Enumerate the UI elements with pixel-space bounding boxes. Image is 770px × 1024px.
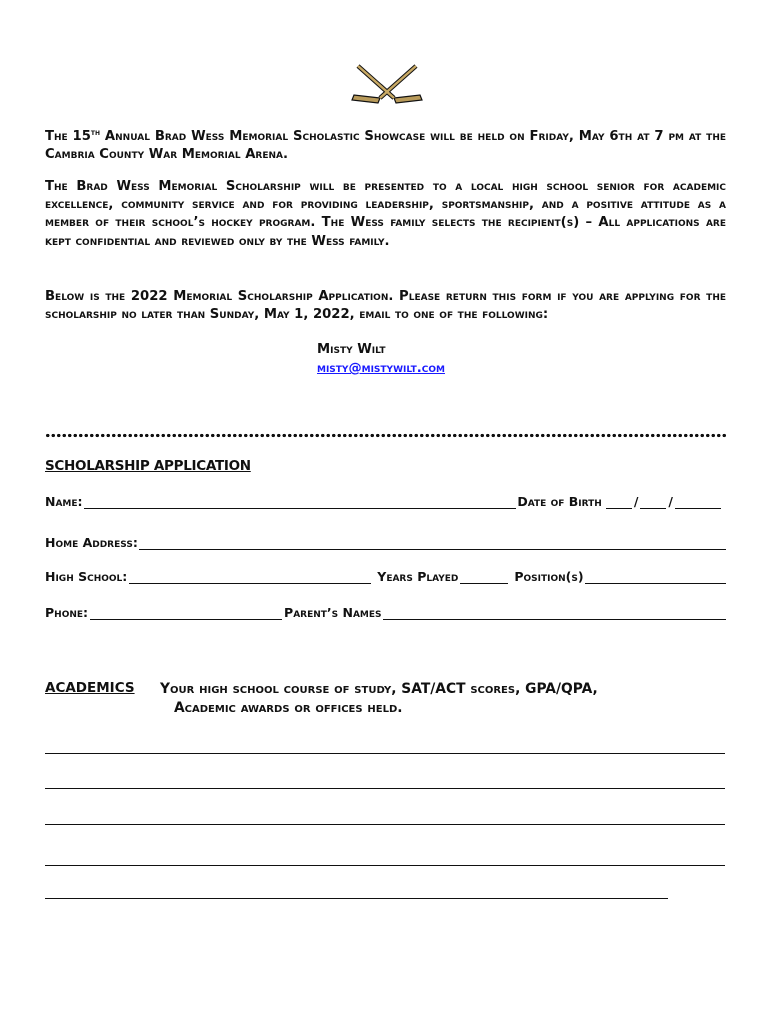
application-instructions: Below is the 2022 Memorial Scholarship Application. Please return this form if you are applying for the scholarship no later than Sunday, May 1, 2022, email to one of the following: [45,289,726,323]
academics-instructions-line1: Your high school course of study, SAT/ACT scores, GPA/QPA, [160,681,598,697]
years-played-label: Years Played [377,569,459,584]
dob-separator: / [668,494,673,509]
dob-month-field[interactable] [606,495,632,509]
phone-field[interactable] [90,606,282,620]
high-school-label: High School: [45,569,128,584]
position-field[interactable] [585,570,726,584]
academics-answer-line[interactable] [45,788,725,789]
academics-instructions [160,680,720,718]
name-field[interactable] [84,495,517,509]
academics-instructions-line2: Academic awards or offices held. [174,700,403,716]
name-label: Name: [45,494,83,509]
academics-answer-line[interactable] [45,898,668,899]
dob-separator: / [633,494,639,509]
home-address-label: Home Address: [45,535,138,550]
phone-label: Phone: [45,605,89,620]
years-played-field[interactable] [460,570,508,584]
home-address-field[interactable] [139,536,726,550]
academics-heading: ACADEMICS [45,680,135,696]
showcase-announcement: The 15th Annual Brad Wess Memorial Scholastic Showcase will be held on Friday, May 6th at 7 pm at the Cambria County War Memorial Arena. [45,128,727,163]
position-label: Position(s) [514,569,584,584]
school-row [45,569,727,584]
academics-answer-line[interactable] [45,824,725,825]
name-dob-row [45,494,727,509]
application-heading: SCHOLARSHIP APPLICATION [45,458,251,474]
dob-label: Date of Birth [517,494,602,509]
dotted-divider [45,433,727,438]
phone-parents-row [45,605,727,620]
home-address-row [45,535,727,550]
parents-names-field[interactable] [383,606,726,620]
academics-answer-line[interactable] [45,865,725,866]
dob-day-field[interactable] [640,495,666,509]
crossed-hockey-sticks-icon [350,62,424,106]
academics-answer-line[interactable] [45,753,725,754]
scholarship-description: The Brad Wess Memorial Scholarship will be presented to a local high school senior for academic excellence, community service and for providing leadership, sportsmanship, and a positive attitude as a member of their school’s hockey program. The Wess family selects the recipient(s) – All applications are kept confidential and reviewed only by the Wess family. [45,179,726,249]
high-school-field[interactable] [129,570,371,584]
parents-names-label: Parent’s Names [284,605,382,620]
contact-email-link[interactable]: misty@mistywilt.com [317,361,445,376]
contact-name: Misty Wilt [317,342,386,357]
dob-year-field[interactable] [675,495,721,509]
